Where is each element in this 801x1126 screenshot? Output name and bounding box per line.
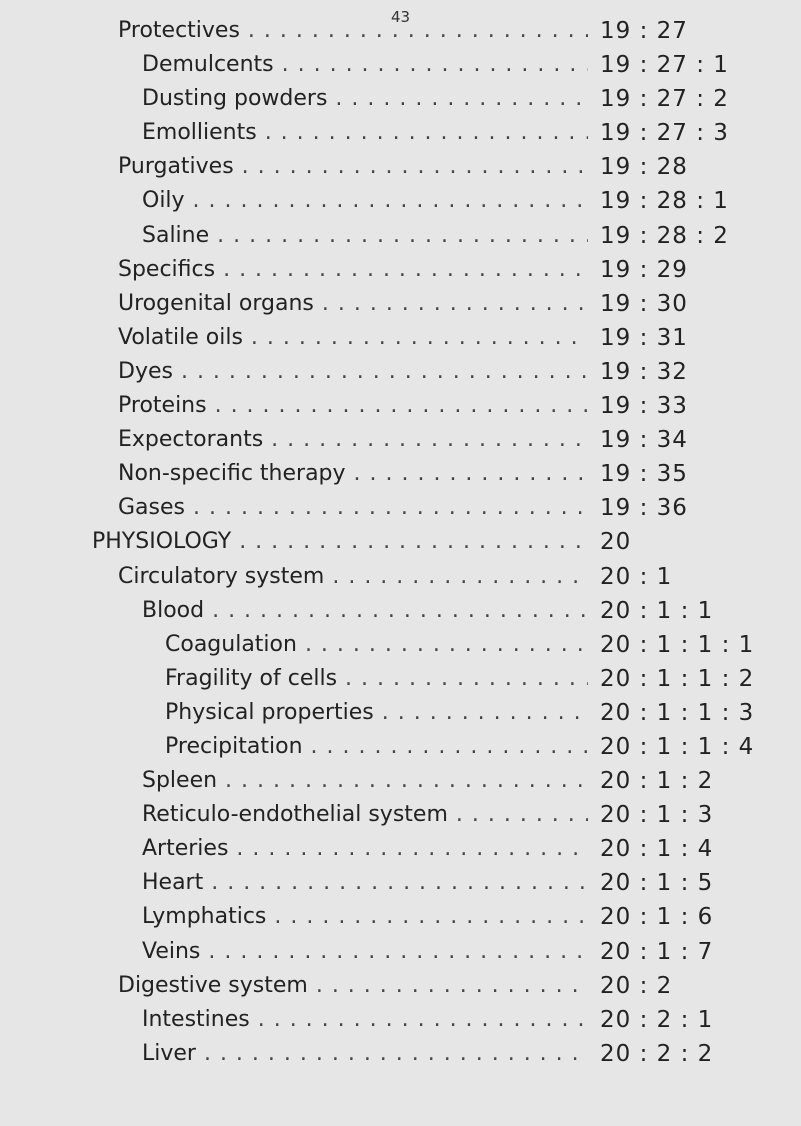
entry-code: 20 : 1 : 6	[600, 904, 714, 931]
entry-label: Liver . . .	[142, 1041, 588, 1066]
entry-label: Non-specific therapy . . .	[118, 461, 588, 486]
entry-label: Blood . . .	[142, 598, 588, 623]
entry-label: Veins . . .	[142, 939, 588, 964]
entry-label: Fragility of cells . . .	[165, 666, 588, 691]
entry-code: 19 : 35	[600, 461, 688, 488]
index-entry	[0, 594, 801, 628]
index-entry	[0, 116, 801, 150]
entry-code: 19 : 30	[600, 290, 688, 317]
entry-code: 19 : 33	[600, 393, 688, 420]
entry-code: 19 : 31	[600, 324, 688, 351]
index-entry	[0, 82, 801, 116]
entry-code: 19 : 27 : 2	[600, 86, 729, 113]
entry-code: 19 : 28 : 2	[600, 222, 729, 249]
entry-label: Emollients . . .	[142, 120, 588, 145]
entry-code: 20 : 1 : 4	[600, 836, 714, 863]
entry-code: 20 : 1 : 1 : 2	[600, 665, 755, 692]
entry-code: 19 : 36	[600, 495, 688, 522]
entry-code: 20	[600, 529, 632, 556]
index-entry	[0, 935, 801, 969]
entry-code: 20 : 1 : 1 : 4	[600, 733, 755, 760]
entry-label: Lymphatics . . .	[142, 904, 588, 929]
entry-label: PHYSIOLOGY . . .	[92, 529, 588, 554]
index-entry	[0, 832, 801, 866]
index-entry	[0, 764, 801, 798]
entry-label: Oily . . .	[142, 188, 588, 213]
entry-code: 20 : 1 : 1 : 1	[600, 631, 755, 658]
entry-code: 20 : 1 : 1	[600, 597, 714, 624]
entry-label: Physical properties . . .	[165, 700, 588, 725]
entry-label: Specifics . . .	[118, 257, 588, 282]
index-entry	[0, 219, 801, 253]
index-entry	[0, 355, 801, 389]
index-entry	[0, 457, 801, 491]
page-number: 43	[390, 8, 411, 26]
entry-label: Reticulo-endothelial system . . .	[142, 802, 588, 827]
index-entry	[0, 866, 801, 900]
index-entry	[0, 1003, 801, 1037]
index-entry	[0, 287, 801, 321]
index-entry	[0, 184, 801, 218]
index-entry	[0, 389, 801, 423]
entry-label: Digestive system . . .	[118, 973, 588, 998]
entry-code: 19 : 27 : 3	[600, 120, 729, 147]
entry-label: Precipitation . . .	[165, 734, 588, 759]
entry-label: Arteries . . .	[142, 836, 588, 861]
index-entry	[0, 969, 801, 1003]
index-entry	[0, 423, 801, 457]
entry-label: Purgatives . . .	[118, 154, 588, 179]
entry-label: Dusting powders . . .	[142, 86, 588, 111]
index-entry	[0, 253, 801, 287]
entry-code: 19 : 27 : 1	[600, 52, 729, 79]
entry-label: Demulcents . . .	[142, 52, 588, 77]
entry-label: Volatile oils . . .	[118, 325, 588, 350]
entry-label: Urogenital organs . . .	[118, 291, 588, 316]
entry-code: 20 : 2 : 1	[600, 1006, 714, 1033]
entry-code: 20 : 1 : 3	[600, 802, 714, 829]
entry-label: Saline . . .	[142, 223, 588, 248]
index-entry	[0, 662, 801, 696]
entry-code: 20 : 1 : 5	[600, 870, 714, 897]
index-entry	[0, 14, 801, 48]
index-entry	[0, 798, 801, 832]
entry-code: 19 : 27	[600, 18, 688, 44]
entry-code: 19 : 28 : 1	[600, 188, 729, 215]
index-entry	[0, 730, 801, 764]
index-entry	[0, 560, 801, 594]
index-entry	[0, 696, 801, 730]
entry-code: 19 : 34	[600, 427, 688, 454]
entry-label: Protectives . . .	[118, 18, 588, 43]
index-entry	[0, 525, 801, 559]
index-entry	[0, 48, 801, 82]
entry-label: Spleen . . .	[142, 768, 588, 793]
index-entry	[0, 900, 801, 934]
entry-code: 20 : 1 : 2	[600, 768, 714, 795]
entry-label: Expectorants . . .	[118, 427, 588, 452]
entry-label: Proteins . . .	[118, 393, 588, 418]
entry-label: Coagulation . . .	[165, 632, 588, 657]
index-entry	[0, 1037, 801, 1071]
entry-code: 20 : 2 : 2	[600, 1040, 714, 1067]
index-entry	[0, 628, 801, 662]
entry-code: 20 : 1	[600, 563, 673, 590]
entry-label: Dyes . . .	[118, 359, 588, 384]
index-entry	[0, 491, 801, 525]
entry-label: Gases . . .	[118, 495, 588, 520]
entry-code: 20 : 2	[600, 972, 673, 999]
entry-code: 19 : 28	[600, 154, 688, 181]
entry-code: 19 : 32	[600, 358, 688, 385]
entry-label: Heart . . .	[142, 870, 588, 895]
entry-label: Circulatory system . . .	[118, 564, 588, 589]
entry-label: Intestines . . .	[142, 1007, 588, 1032]
index-entry	[0, 150, 801, 184]
index-list	[0, 14, 801, 1071]
index-entry	[0, 321, 801, 355]
entry-code: 20 : 1 : 7	[600, 938, 714, 965]
entry-code: 20 : 1 : 1 : 3	[600, 699, 755, 726]
entry-code: 19 : 29	[600, 256, 688, 283]
